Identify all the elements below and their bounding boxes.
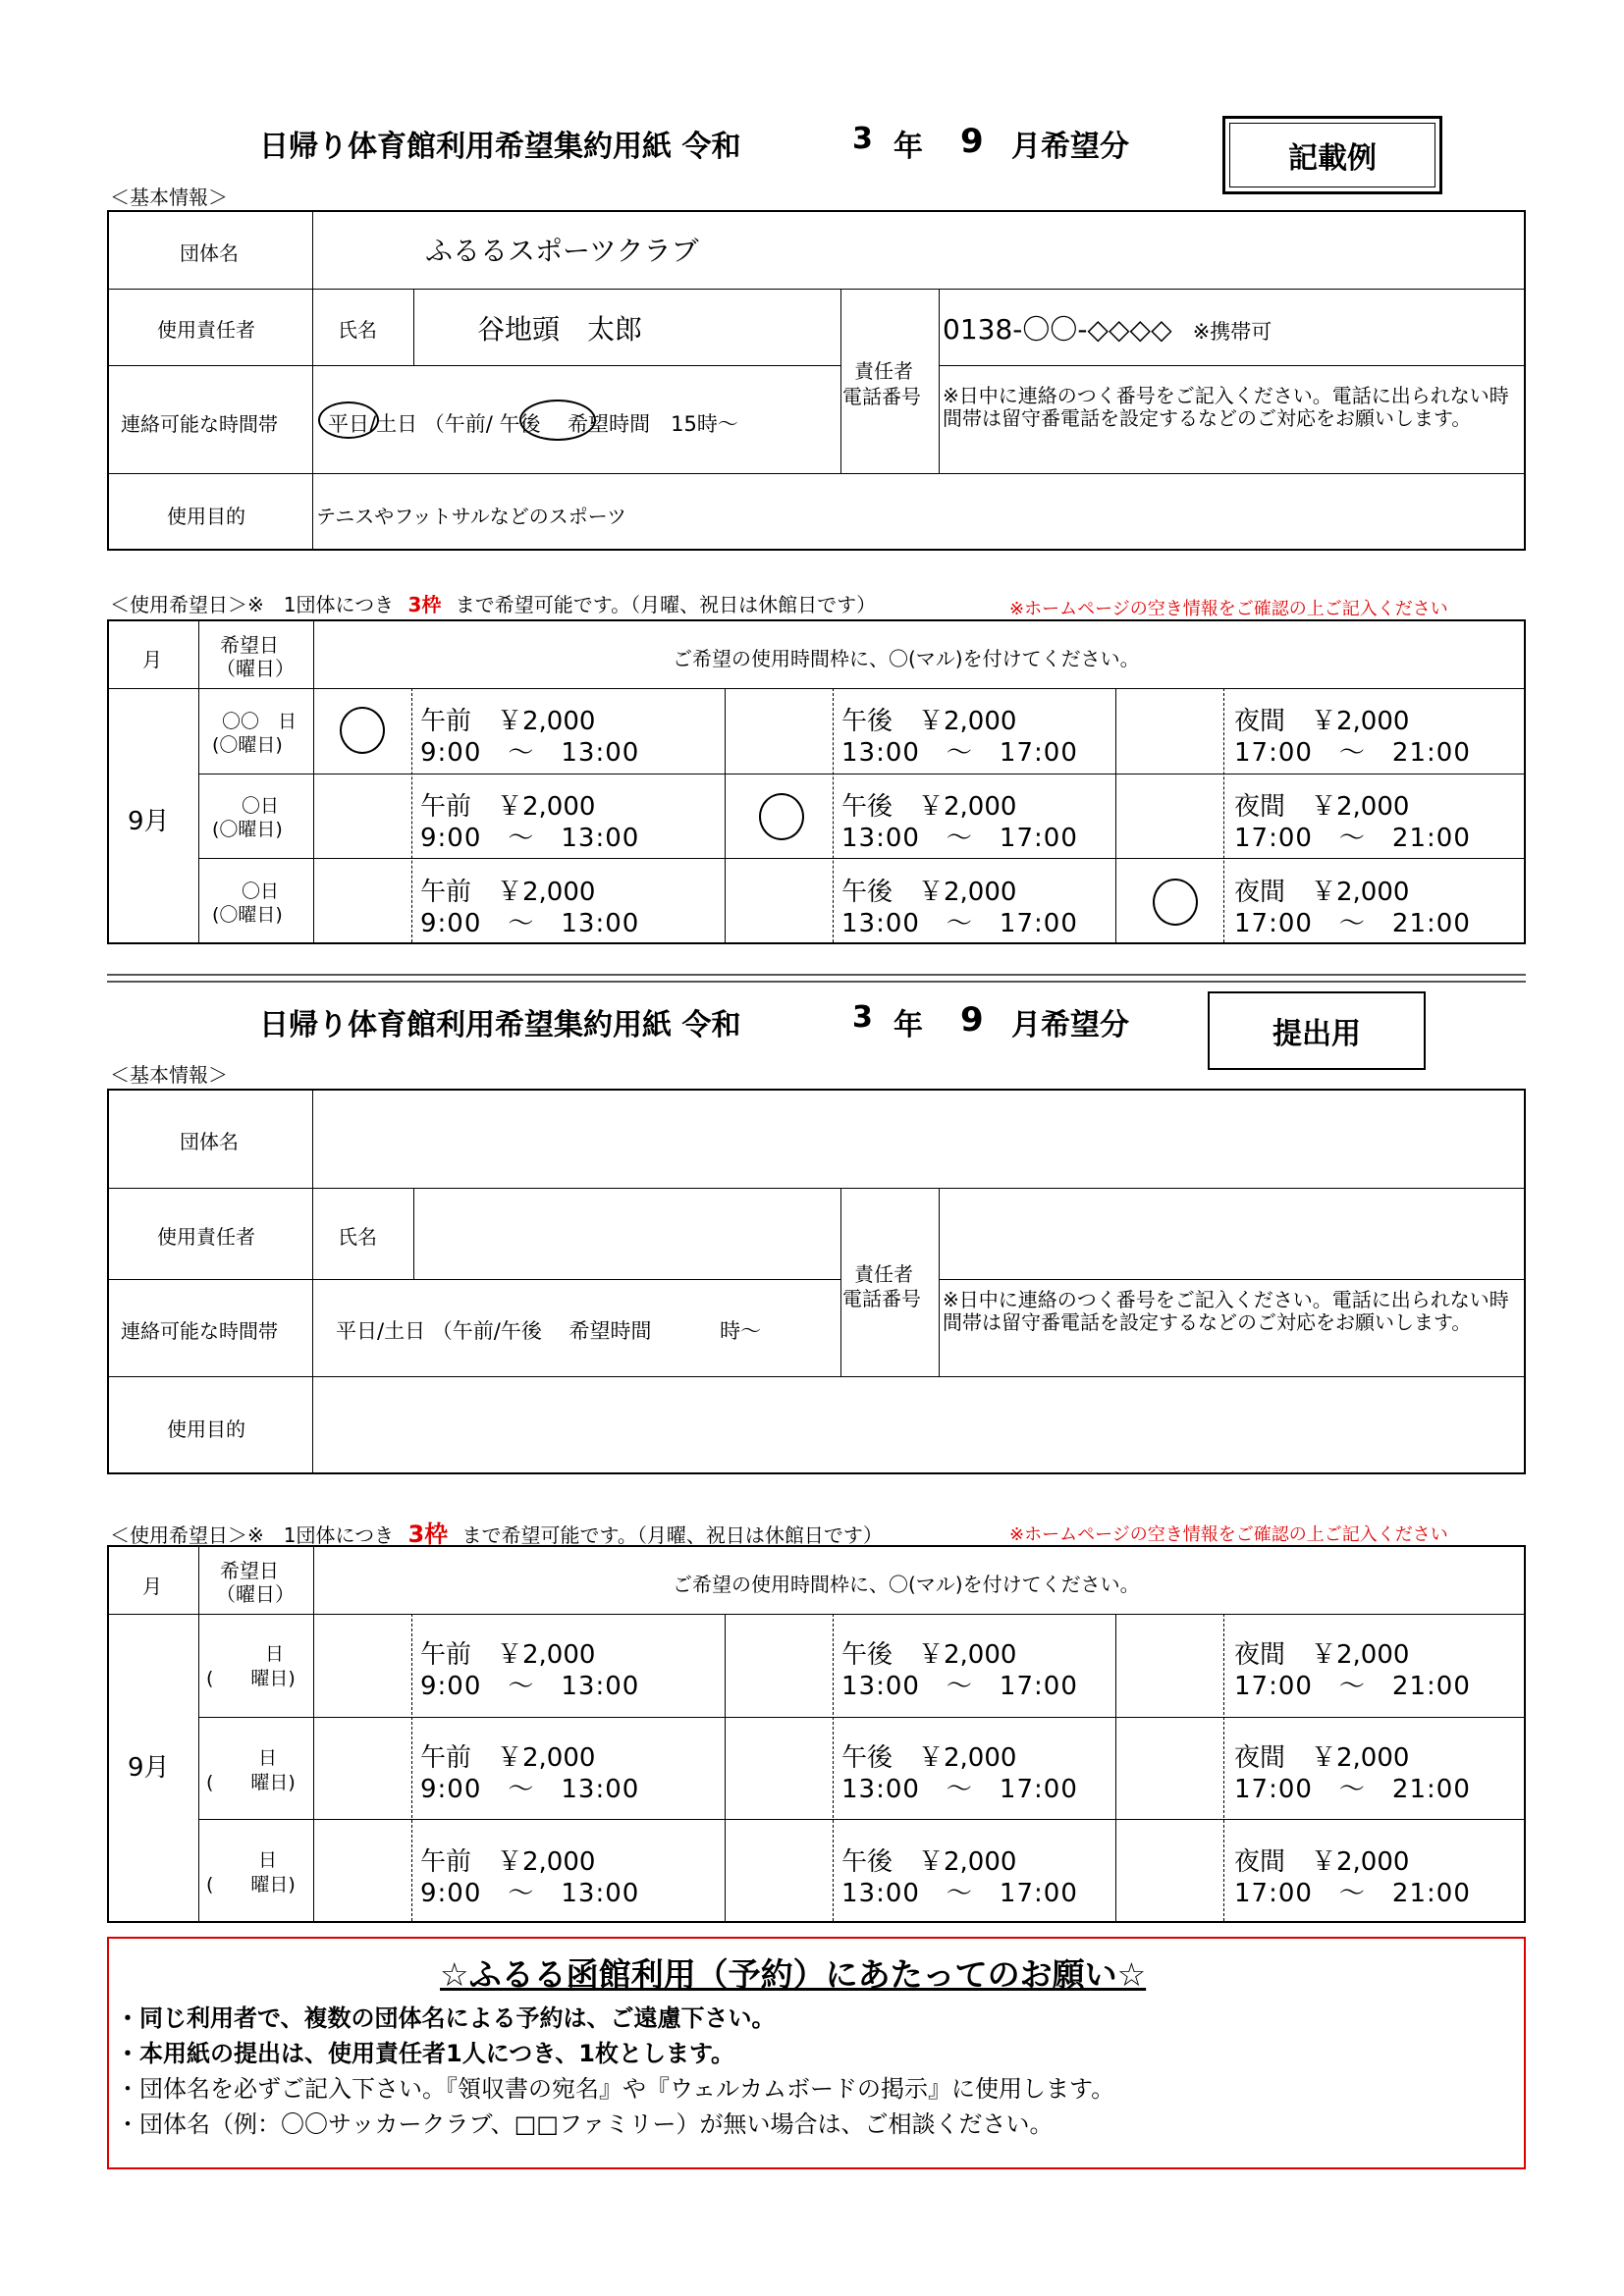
name-value[interactable]: 谷地頭 太郎 [477, 313, 643, 346]
days-label-num: 3枠 [407, 593, 442, 616]
month-value: 9月 [128, 1753, 170, 1783]
slot-ev-price: 夜間 ￥2,000 [1234, 1640, 1410, 1670]
phone-value-row [943, 308, 1272, 347]
slot-ev-price: 夜間 ￥2,000 [1234, 1743, 1410, 1773]
row2-date[interactable]: 日 [258, 1747, 278, 1769]
example-badge: 記載例 [1222, 116, 1442, 194]
row2-weekday[interactable]: ( 曜日) [206, 1772, 296, 1793]
slot-checkbox-row2-ev[interactable] [1116, 1717, 1222, 1817]
slot-am-price: 午前 ￥2,000 [420, 1847, 596, 1877]
desired-days-label [110, 1515, 883, 1549]
title-prefix: 日帰り体育館利用希望集約用紙 令和 [259, 130, 741, 164]
row3-weekday[interactable]: ( 曜日) [206, 1874, 296, 1896]
slot-pm-time: 13:00 ～ 17:00 [841, 824, 1078, 853]
phone-label-line1: 責任者 [854, 359, 913, 383]
row1-date[interactable]: 日 [265, 1643, 285, 1665]
slot-pm-time: 13:00 ～ 17:00 [841, 1879, 1078, 1908]
slot-am-price: 午前 ￥2,000 [420, 1640, 596, 1670]
col-date-1: 希望日 [220, 633, 279, 657]
notice-line-3: ・団体名を必ずご記入下さい。『領収書の宛名』や『ウェルカムボードの掲示』に使用します。 [116, 2075, 1115, 2103]
col-date-2: （曜日） [216, 657, 295, 680]
notice-line-4: ・団体名（例：〇〇サッカークラブ、□□ファミリー）が無い場合は、ご相談ください。 [116, 2110, 1054, 2138]
basic-info-label: ＜基本情報＞ [110, 186, 228, 209]
contact-time-value[interactable]: 平日/土日 （午前/午後 希望時間 時～ [336, 1319, 762, 1343]
slot-pm-price: 午後 ￥2,000 [841, 878, 1017, 907]
slot-pm-time: 13:00 ～ 17:00 [841, 738, 1078, 768]
col-month: 月 [142, 1575, 162, 1598]
col-month: 月 [142, 648, 162, 671]
contact-time-label: 連絡可能な時間帯 [121, 412, 278, 436]
col-date-1: 希望日 [220, 1559, 279, 1582]
homepage-note: ※ホームページの空き情報をご確認の上ご記入ください [1009, 599, 1448, 619]
title-year: 3 [852, 1000, 873, 1035]
slot-checkbox-row1-am[interactable] [314, 1614, 410, 1714]
slot-ev-price: 夜間 ￥2,000 [1234, 1847, 1410, 1877]
selection-circle-row2-pm [759, 793, 804, 840]
phone-label-line2: 電話番号 [842, 1287, 921, 1310]
slot-am-time: 9:00 ～ 13:00 [420, 824, 640, 853]
slot-pm-price: 午後 ￥2,000 [841, 1743, 1017, 1773]
title-year-unit: 年 [893, 130, 923, 164]
name-input[interactable] [413, 1188, 836, 1276]
group-name-label: 団体名 [180, 1130, 239, 1153]
name-label: 氏名 [338, 1225, 377, 1249]
phone-value[interactable]: 0138-〇〇-◇◇◇◇ [943, 313, 1172, 346]
weekday-circle-mark [318, 401, 379, 439]
slot-checkbox-row1-pm[interactable] [726, 1614, 832, 1714]
days-label-post: まで希望可能です。（月曜、祝日は休館日です） [455, 593, 877, 616]
slot-am-time: 9:00 ～ 13:00 [420, 738, 640, 768]
selection-circle-row3-ev [1153, 879, 1198, 926]
row3-weekday[interactable]: (〇曜日) [212, 904, 283, 926]
col-slot-instruction: ご希望の使用時間枠に、〇(マル)を付けてください。 [673, 1573, 1140, 1596]
slot-ev-time: 17:00 ～ 21:00 [1234, 1879, 1471, 1908]
manager-label: 使用責任者 [157, 318, 255, 342]
phone-label-line2: 電話番号 [842, 385, 921, 408]
group-name-input[interactable] [312, 1091, 1524, 1185]
slot-checkbox-row2-pm[interactable] [726, 1717, 832, 1817]
slot-ev-price: 夜間 ￥2,000 [1234, 792, 1410, 822]
phone-instruction: ※日中に連絡のつく番号をご記入ください。電話に出られない時間帯は留守番電話を設定するなどのご対応をお願いします。 [943, 1288, 1509, 1334]
title-prefix: 日帰り体育館利用希望集約用紙 令和 [259, 1008, 741, 1042]
manager-label: 使用責任者 [157, 1225, 255, 1249]
slot-am-time: 9:00 ～ 13:00 [420, 909, 640, 938]
title-year: 3 [852, 122, 873, 156]
phone-label-line1: 責任者 [854, 1262, 913, 1286]
days-label-post: まで希望可能です。（月曜、祝日は休館日です） [461, 1523, 883, 1547]
col-date-2: （曜日） [216, 1582, 295, 1606]
days-label-num: 3枠 [407, 1521, 449, 1548]
desired-days-label [110, 589, 876, 617]
slot-pm-price: 午後 ￥2,000 [841, 707, 1017, 736]
contact-time-value[interactable]: 平日/土日 （午前/ 午後 希望時間 15時～ [328, 412, 738, 436]
slot-checkbox-row3-am[interactable] [314, 1819, 410, 1919]
slot-am-time: 9:00 ～ 13:00 [420, 1672, 640, 1701]
slot-ev-price: 夜間 ￥2,000 [1234, 707, 1410, 736]
contact-time-label: 連絡可能な時間帯 [121, 1319, 278, 1343]
homepage-note: ※ホームページの空き情報をご確認の上ご記入ください [1009, 1524, 1448, 1545]
notice-line-1: ・同じ利用者で、複数の団体名による予約は、ご遠慮下さい。 [116, 2004, 776, 2032]
title-month-unit: 月希望分 [1011, 130, 1129, 164]
days-label-pre: ＜使用希望日＞※ 1団体につき [110, 593, 395, 616]
group-name-value[interactable]: ふるるスポーツクラブ [425, 235, 699, 267]
title-year-unit: 年 [893, 1008, 923, 1042]
slot-checkbox-row2-am[interactable] [314, 1717, 410, 1817]
afternoon-circle-mark [519, 400, 596, 441]
slot-pm-time: 13:00 ～ 17:00 [841, 909, 1078, 938]
slot-checkbox-row1-ev[interactable] [1116, 1614, 1222, 1714]
slot-pm-time: 13:00 ～ 17:00 [841, 1775, 1078, 1804]
phone-note: ※携帯可 [1192, 320, 1272, 344]
slot-ev-time: 17:00 ～ 21:00 [1234, 909, 1471, 938]
slot-am-time: 9:00 ～ 13:00 [420, 1879, 640, 1908]
slot-checkbox-row3-ev[interactable] [1116, 1819, 1222, 1919]
days-label-pre: ＜使用希望日＞※ 1団体につき [110, 1523, 395, 1547]
slot-ev-time: 17:00 ～ 21:00 [1234, 1775, 1471, 1804]
slot-am-price: 午前 ￥2,000 [420, 1743, 596, 1773]
row2-date[interactable]: 〇日 [242, 795, 280, 817]
row1-weekday[interactable]: (〇曜日) [212, 734, 283, 756]
slot-pm-price: 午後 ￥2,000 [841, 1847, 1017, 1877]
notice-line-2: ・本用紙の提出は、使用責任者1人につき、1枚とします。 [116, 2040, 735, 2067]
slot-am-time: 9:00 ～ 13:00 [420, 1775, 640, 1804]
name-label: 氏名 [338, 318, 377, 342]
row3-date[interactable]: 〇日 [242, 881, 280, 902]
slot-ev-price: 夜間 ￥2,000 [1234, 878, 1410, 907]
basic-info-label: ＜基本情報＞ [110, 1063, 228, 1087]
purpose-input[interactable] [312, 1376, 1524, 1472]
row1-weekday[interactable]: ( 曜日) [206, 1668, 296, 1689]
title-month: 9 [960, 1000, 984, 1040]
title-month-unit: 月希望分 [1011, 1008, 1129, 1042]
slot-ev-time: 17:00 ～ 21:00 [1234, 738, 1471, 768]
basic-info-table [107, 210, 1526, 551]
slot-am-price: 午前 ￥2,000 [420, 878, 596, 907]
phone-input[interactable] [939, 1188, 1524, 1276]
purpose-label: 使用目的 [167, 505, 245, 528]
row3-date[interactable]: 日 [258, 1849, 278, 1871]
group-name-label: 団体名 [180, 241, 239, 265]
slot-pm-time: 13:00 ～ 17:00 [841, 1672, 1078, 1701]
month-value: 9月 [128, 807, 170, 836]
col-slot-instruction: ご希望の使用時間枠に、〇(マル)を付けてください。 [673, 647, 1140, 670]
slot-pm-price: 午後 ￥2,000 [841, 792, 1017, 822]
purpose-value[interactable]: テニスやフットサルなどのスポーツ [316, 505, 626, 528]
phone-instruction: ※日中に連絡のつく番号をご記入ください。電話に出られない時間帯は留守番電話を設定するなどのご対応をお願いします。 [943, 384, 1509, 430]
title-month: 9 [960, 122, 984, 161]
slot-ev-time: 17:00 ～ 21:00 [1234, 1672, 1471, 1701]
row2-weekday[interactable]: (〇曜日) [212, 819, 283, 840]
selection-circle-row1-am [340, 707, 385, 754]
slot-ev-time: 17:00 ～ 21:00 [1234, 824, 1471, 853]
notice-title: ☆ふるる函館利用（予約）にあたってのお願い☆ [440, 1955, 1147, 1994]
section-separator [107, 974, 1526, 983]
slot-am-price: 午前 ￥2,000 [420, 792, 596, 822]
row1-date[interactable]: 〇〇 日 [222, 711, 298, 732]
purpose-label: 使用目的 [167, 1417, 245, 1441]
slot-checkbox-row3-pm[interactable] [726, 1819, 832, 1919]
slot-pm-price: 午後 ￥2,000 [841, 1640, 1017, 1670]
slot-am-price: 午前 ￥2,000 [420, 707, 596, 736]
submit-badge: 提出用 [1208, 991, 1426, 1070]
